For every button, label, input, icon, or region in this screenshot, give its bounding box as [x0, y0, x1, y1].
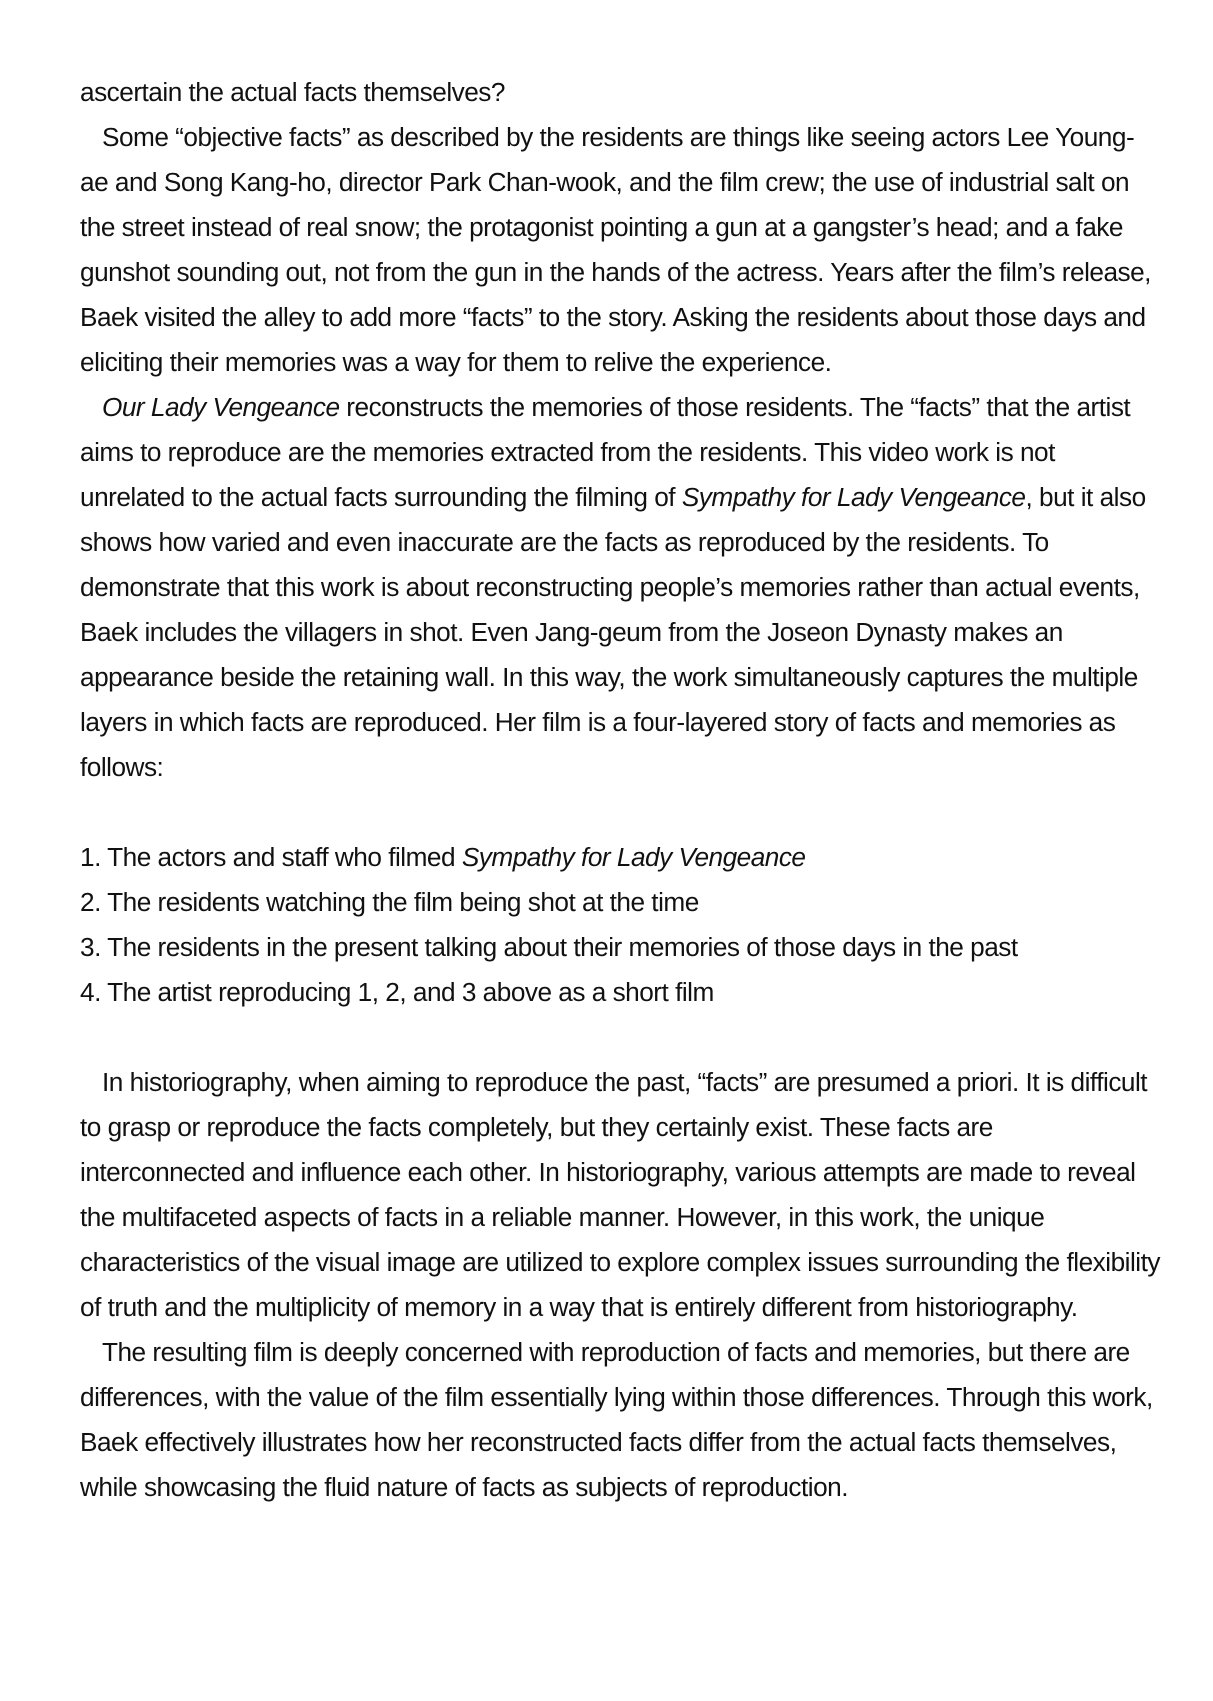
film-title: Sympathy for Lady Vengeance	[681, 482, 1026, 512]
list-item: 1. The actors and staff who filmed Sympathy for Lady Vengeance	[80, 842, 806, 872]
paragraph-objective-facts: Some “objective facts” as described by the residents are things like seeing actors Lee Young-ae and Song Kang-ho, director Park Chan-wook, and the film crew; the use of industrial salt on the street instead of real snow; the protagonist pointing a gun at a gangster’s head; and a fake gunshot sounding out, not from the gun in the hands of the actress. Years after the film’s release, Baek visited the alley to add more “facts” to the story. Asking the residents about those days and eliciting their memories was a way for them to relive the experience.	[80, 122, 1151, 377]
paragraph-our-lady-vengeance	[80, 385, 1160, 790]
list-item: 3. The residents in the present talking about their memories of those days in the past	[80, 932, 1018, 962]
list-item: 2. The residents watching the film being shot at the time	[80, 887, 699, 917]
paragraph-conclusion: The resulting film is deeply concerned with reproduction of facts and memories, but there are differences, with the value of the film essentially lying within those differences. Through this work, Baek effectively illustrates how her reconstructed facts differ from the actual facts themselves, while showcasing the fluid nature of facts as subjects of reproduction.	[80, 1337, 1153, 1502]
paragraph-historiography: In historiography, when aiming to reproduce the past, “facts” are presumed a priori. It is difficult to grasp or reproduce the facts completely, but they certainly exist. These facts are interconnected and influence each other. In historiography, various attempts are made to reveal the multifaceted aspects of facts in a reliable manner. However, in this work, the unique characteristics of the visual image are utilized to explore complex issues surrounding the flexibility of truth and the multiplicity of memory in a way that is entirely different from historiography.	[80, 1067, 1160, 1322]
paragraph-continued: ascertain the actual facts themselves?	[80, 77, 505, 107]
document-page	[80, 70, 1160, 1510]
layers-list	[80, 835, 1160, 1015]
film-title: Sympathy for Lady Vengeance	[461, 842, 806, 872]
work-title: Our Lady Vengeance	[102, 392, 340, 422]
list-item: 4. The artist reproducing 1, 2, and 3 above as a short film	[80, 977, 714, 1007]
paragraph-text-a: reconstructs the memories of those residents. The “facts” that the artist aims to reproduce are the memories extracted from the residents. This video work is not unrelated to the actual facts surrounding the filming of	[80, 392, 1131, 512]
paragraph-text-b: , but it also shows how varied and even inaccurate are the facts as reproduced by the residents. To demonstrate that this work is about reconstructing people’s memories rather than actual events, Baek includes the villagers in shot. Even Jang-geum from the Joseon Dynasty makes an appearance beside the retaining wall. In this way, the work simultaneously captures the multiple layers in which facts are reproduced. Her film is a four-layered story of facts and memories as follows:	[80, 482, 1146, 782]
